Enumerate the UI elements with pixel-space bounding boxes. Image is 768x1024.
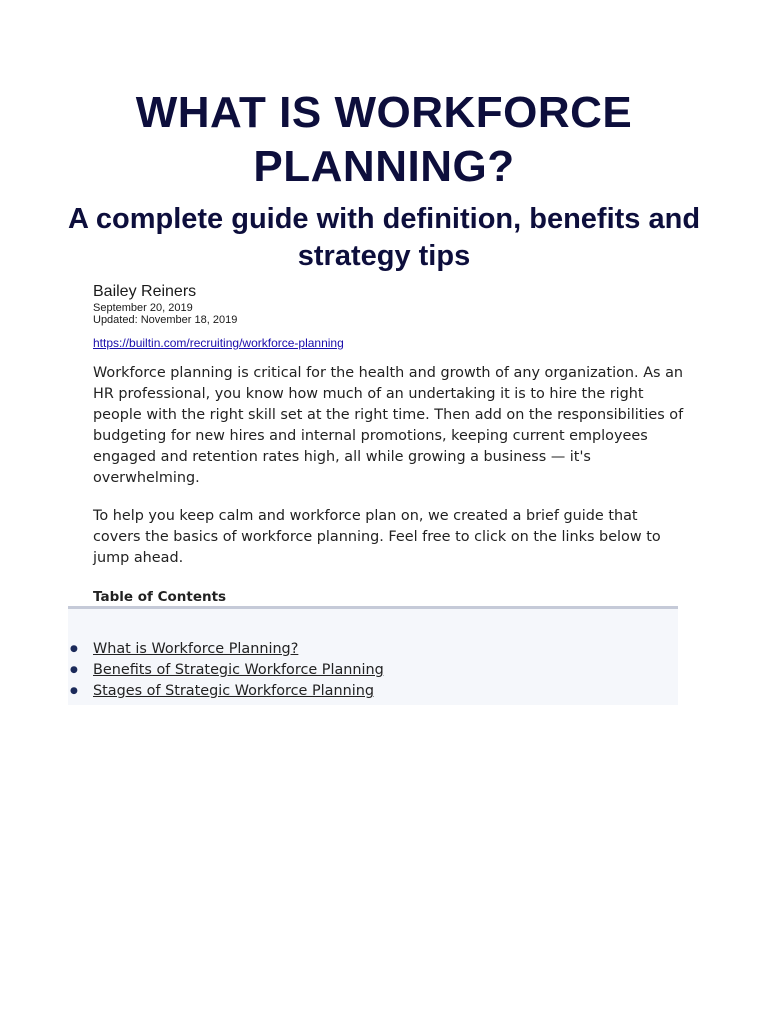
toc-link-stages[interactable]: Stages of Strategic Workforce Planning xyxy=(93,683,374,699)
author-name: Bailey Reiners xyxy=(93,283,197,300)
toc-item-benefits xyxy=(68,660,678,681)
toc-list xyxy=(68,639,678,702)
bullet-icon: ● xyxy=(70,665,78,675)
bullet-icon: ● xyxy=(70,686,78,696)
source-url-link[interactable]: https://builtin.com/recruiting/workforce-planning xyxy=(93,336,344,350)
document-subtitle: A complete guide with definition, benefits and strategy tips xyxy=(67,203,701,272)
toc-link-benefits[interactable]: Benefits of Strategic Workforce Planning xyxy=(93,662,384,678)
updated-date: Updated: November 18, 2019 xyxy=(93,314,238,326)
toc-item-what-is xyxy=(68,639,678,660)
toc-item-stages xyxy=(68,681,678,702)
bullet-icon: ● xyxy=(70,644,78,654)
publish-date: September 20, 2019 xyxy=(93,302,193,314)
toc-heading: Table of Contents xyxy=(93,589,227,605)
document-title: WHAT IS WORKFORCE PLANNING? xyxy=(135,88,633,191)
toc-link-what-is-workforce-planning[interactable]: What is Workforce Planning? xyxy=(93,641,299,657)
guide-paragraph: To help you keep calm and workforce plan on, we created a brief guide that covers the basics of workforce planning. Feel free to click on the links below to jump ahead. xyxy=(93,508,661,566)
intro-paragraph: Workforce planning is critical for the health and growth of any organization. As an HR professional, you know how much of an undertaking it is to hire the right people with the right skill set at the right time. Then add on the responsibilities of budgeting for new hires and internal promotions, keeping current employees engaged and retention rates high, all while growing a business — it's overwhelming. xyxy=(93,365,684,486)
